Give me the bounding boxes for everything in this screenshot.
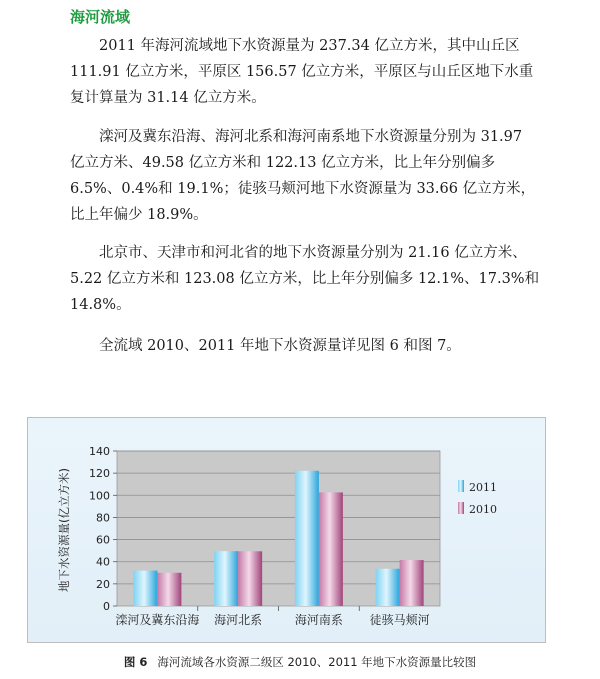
bar-2011-1 bbox=[214, 551, 238, 606]
legend bbox=[458, 480, 497, 516]
bar-2011-0 bbox=[133, 571, 157, 606]
paragraph-provinces: 北京市、天津市和河北省的地下水资源量分别为 21.16 亿立方米、5.22 亿立方米和 123.08 亿立方米，比上年分别偏多 12.1%、17.3%和 14.8%。 bbox=[70, 245, 540, 313]
x-category-label: 海河北系 bbox=[214, 613, 263, 627]
y-tick-label: 80 bbox=[96, 511, 110, 525]
y-tick-label: 100 bbox=[89, 489, 110, 503]
y-tick-label: 60 bbox=[96, 533, 110, 547]
x-category-label: 滦河及冀东沿海 bbox=[115, 613, 200, 627]
paragraph-summary: 2011 年海河流域地下水资源量为 237.34 亿立方米，其中山丘区 111.91 亿立方米，平原区 156.57 亿立方米，平原区与山丘区地下水重复计算量为 31.14 亿立方米。 bbox=[70, 38, 534, 106]
bar-2010-0 bbox=[157, 573, 181, 606]
bar-2011-3 bbox=[376, 569, 400, 606]
y-tick-label: 0 bbox=[103, 600, 110, 613]
y-tick-label: 120 bbox=[89, 467, 110, 481]
bar-2010-3 bbox=[400, 560, 424, 606]
legend-swatch-2011 bbox=[458, 480, 464, 492]
y-tick-label: 40 bbox=[96, 555, 110, 569]
section-title: 海河流域 bbox=[70, 8, 131, 26]
x-category-label: 徒骇马颊河 bbox=[369, 613, 430, 627]
bar-chart bbox=[28, 418, 545, 642]
bar-2010-1 bbox=[238, 551, 262, 606]
y-tick-label: 140 bbox=[89, 445, 110, 458]
figure-caption bbox=[0, 654, 600, 670]
figure-number: 图 6 bbox=[123, 655, 148, 669]
bar-2010-2 bbox=[319, 492, 343, 606]
y-tick-label: 20 bbox=[96, 577, 110, 591]
paragraph-subregions: 滦河及冀东沿海、海河北系和海河南系地下水资源量分别为 31.97 亿立方米、49.58 亿立方米和 122.13 亿立方米，比上年分别偏多 6.5%、0.4%和 19.1%；徒骇马颊河地下水资源量为 33.66 亿立方米，比上年偏少 18.9%。 bbox=[70, 129, 536, 223]
y-axis-title: 地下水资源量(亿立方米) bbox=[57, 468, 71, 592]
legend-label-2010: 2010 bbox=[469, 503, 497, 516]
legend-label-2011: 2011 bbox=[469, 481, 497, 494]
x-category-label: 海河南系 bbox=[294, 613, 343, 627]
y-axis-ticks bbox=[89, 445, 117, 613]
bar-2011-2 bbox=[295, 471, 319, 606]
x-axis-categories bbox=[115, 606, 429, 627]
paragraph-reference: 全流域 2010、2011 年地下水资源量详见图 6 和图 7。 bbox=[99, 338, 461, 354]
figure-caption-text: 海河流域各水资源二级区 2010、2011 年地下水资源量比较图 bbox=[157, 655, 477, 669]
legend-swatch-2010 bbox=[458, 502, 464, 514]
chart-frame bbox=[27, 417, 546, 643]
